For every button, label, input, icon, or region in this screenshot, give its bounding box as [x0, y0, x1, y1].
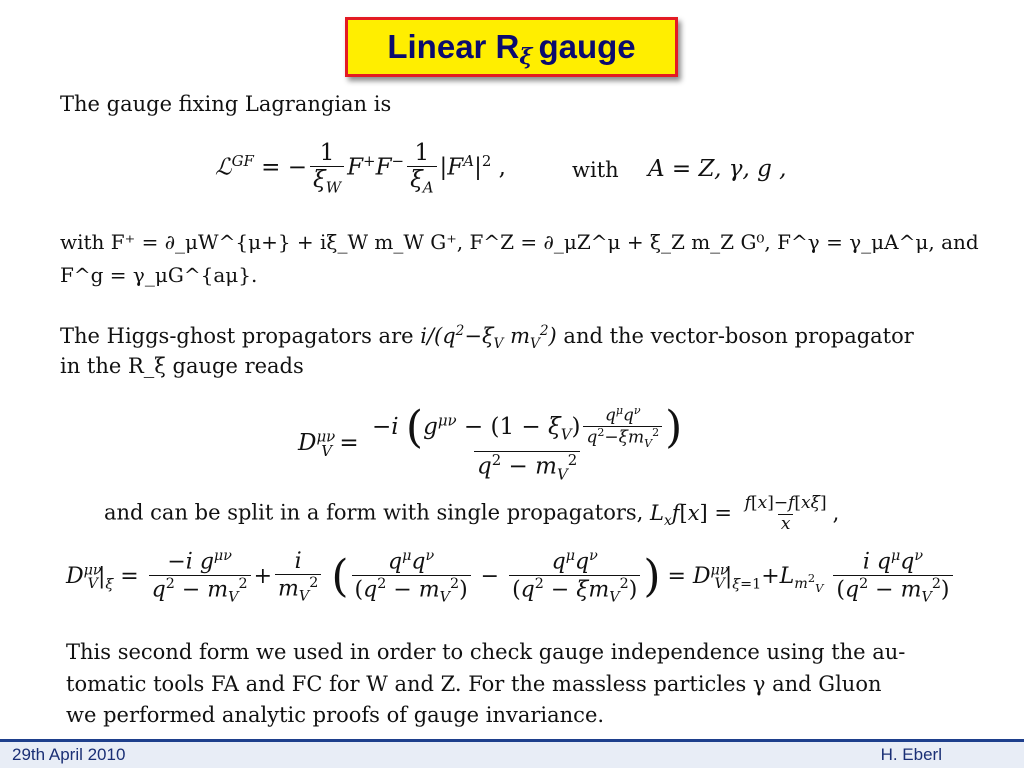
with-word: with [572, 158, 619, 182]
title-end: gauge [538, 28, 636, 65]
higgs-line-2: in the R_ξ gauge reads [60, 354, 304, 378]
higgs-line-1-end: and the vector-boson propagator [563, 324, 914, 348]
slide-footer [0, 739, 1024, 768]
with-a-definition: A = Z, γ, g , [648, 156, 787, 182]
split-formula: $L_xf[x]$ = $\frac{f[x]-f[x\xi]}{x}$ , [650, 493, 840, 534]
higgs-line-1 [60, 323, 914, 352]
higgs-propagator-formula: $i/(q^2-\xi_V$ $m_V^2$) [420, 323, 557, 353]
lagrangian-equation: ℒ$^{GF}$ = − $\frac{1}{\xi_W}$ F+F− $\frac{1}{\xi_A}$ $|F^A|^2$ , [215, 140, 506, 198]
footer-author: H. Eberl [880, 745, 942, 764]
closing-line-1: This second form we used in order to check gauge independence using the au- [66, 640, 906, 664]
f-definitions-line: with F⁺ = ∂_μW^{μ+} + iξ_W m_W G⁺, F^Z = ∂_μZ^μ + ξ_Z m_Z G⁰, F^γ = γ_μA^μ, and [60, 230, 979, 254]
split-line [104, 494, 839, 534]
higgs-line-1-start: The Higgs-ghost propagators are [60, 324, 414, 348]
intro-text: The gauge fixing Lagrangian is [60, 92, 392, 116]
slide-title [345, 17, 678, 77]
split-text: and can be split in a form with single propagators, [104, 500, 644, 525]
closing-line-2: tomatic tools FA and FC for W and Z. For the massless particles γ and Gluon [66, 672, 882, 696]
title-main: Linear R [387, 28, 520, 65]
footer-date: 29th April 2010 [12, 745, 126, 764]
title-subscript: ξ [519, 44, 533, 70]
split-propagator-equation: $D^{\mu\nu}_V|_\xi$ = $\frac{-i g^{\mu\nu}}{q^2 - m_V^2}$ + $\frac{i}{m_V^2}$ ( $\frac{q^\mu q^\nu}{(q^2 - m_V^2)}$ − $\frac{q^\mu q^\nu}{(q^2 - \xi m_V^2)}$ ) = $D^{\mu\nu}_V|_{\xi=1}+L_{m^2_V}$ $\frac{i q^\mu q^\nu}{(q^2 - m_V^2)}$ [66, 548, 956, 606]
propagator-equation: $D^{\mu\nu}_V$ = −i ($g^{\mu\nu} - (1 - \xi_V)$ $\frac{q^\mu q^\nu}{q^2-\xi m_V^2}$ ) $q^2 - m_V^2$ [298, 401, 683, 484]
closing-line-3: we performed analytic proofs of gauge invariance. [66, 703, 605, 727]
f-gluon-definition: F^g = γ_μG^{aμ}. [60, 263, 258, 287]
